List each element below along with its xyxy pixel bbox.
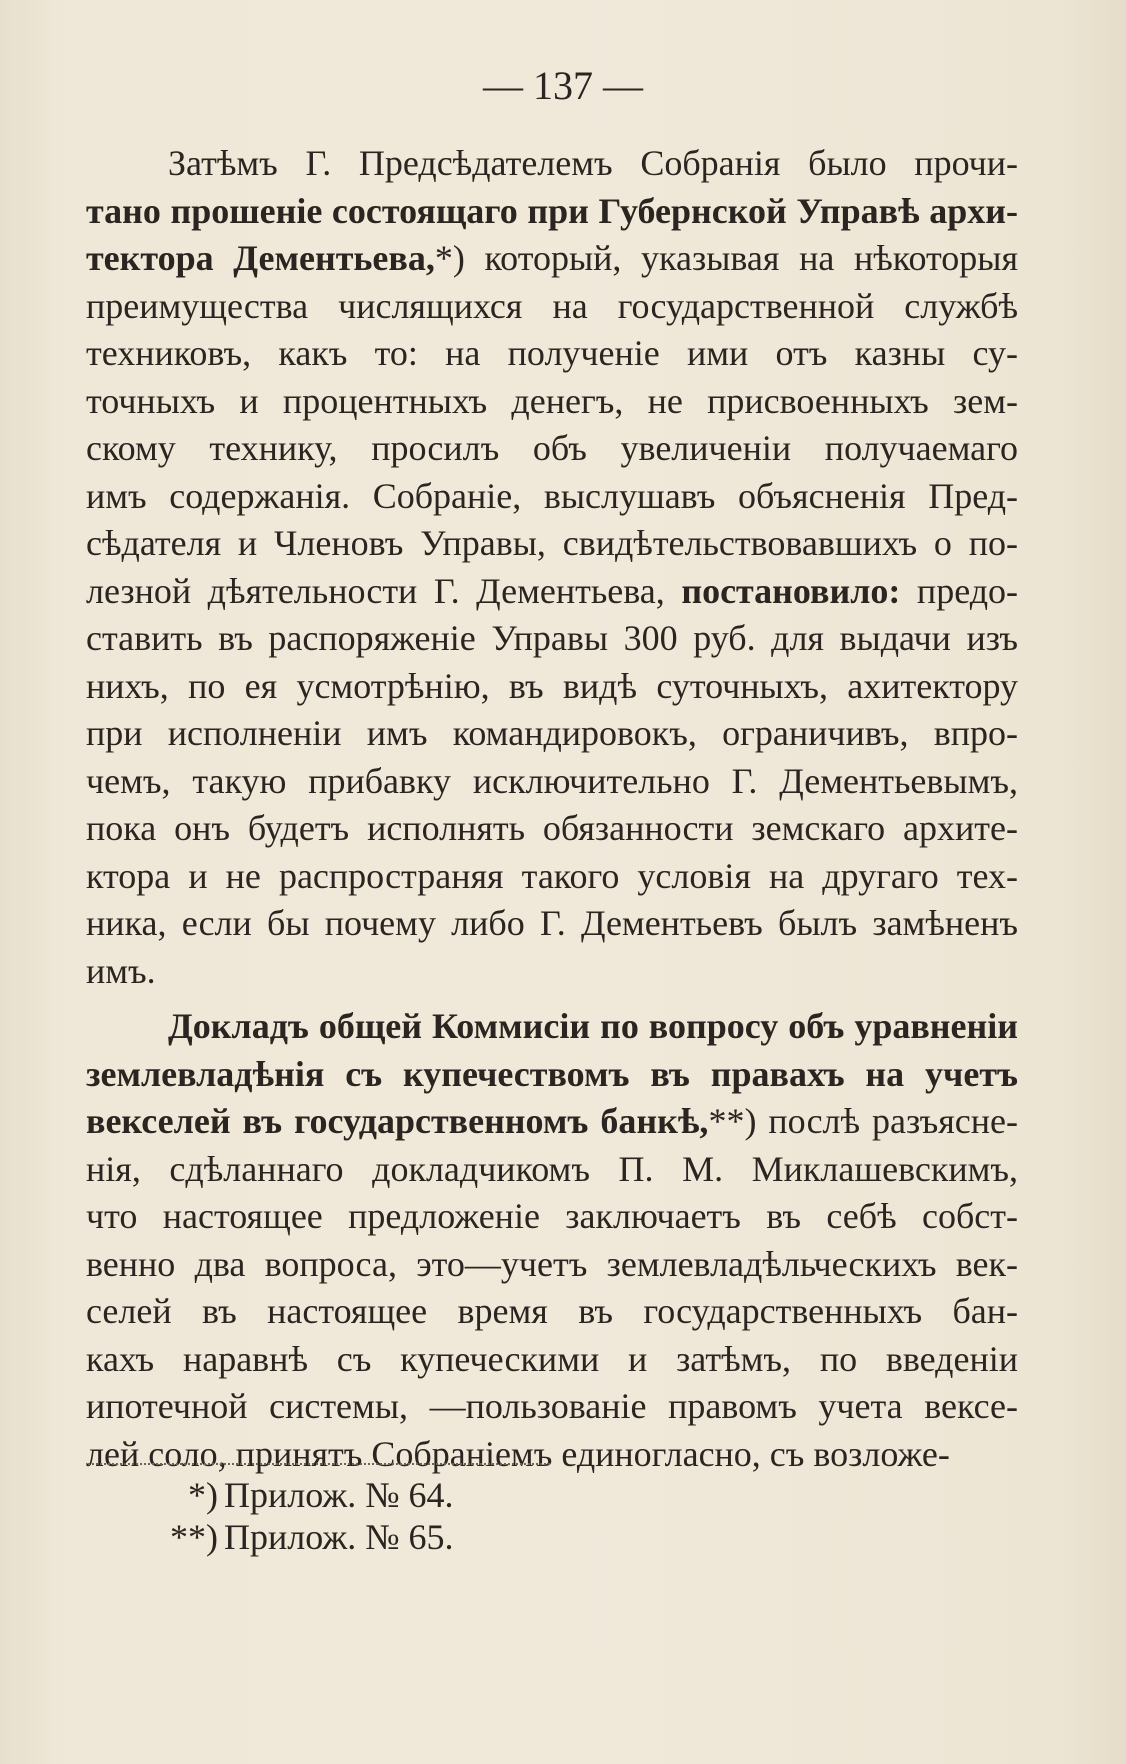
- text-segment: кахъ наравнѣ съ купеческими и затѣмъ, по введеніи: [86, 1338, 1018, 1379]
- text-segment: имъ.: [86, 950, 156, 991]
- text-line: [86, 140, 1018, 188]
- bold-text-segment: землевладѣнія съ купечествомъ въ правахъ на учетъ: [86, 1053, 1018, 1094]
- text-segment: пока онъ будетъ исполнять обязанности земскаго архите-: [86, 808, 1018, 848]
- text-segment: лей соло, принятъ Собраніемъ единогласно, съ возложе-: [86, 1433, 950, 1474]
- text-line: [86, 758, 1018, 806]
- bold-text-segment: тано прошеніе состоящаго при Губернской Управѣ архи-: [86, 190, 1018, 231]
- text-segment: селей въ настоящее время въ государственныхъ бан-: [86, 1291, 1018, 1331]
- text-line: [86, 900, 1018, 948]
- text-segment: предо-: [900, 570, 1018, 611]
- text-segment: техниковъ, какъ то: на полученіе ими отъ казны су-: [86, 333, 1018, 373]
- text-segment: имъ содержанія. Собраніе, выслушавъ объясненія Пред-: [86, 475, 1018, 516]
- text-line: [86, 853, 1018, 901]
- text-segment: нихъ, по ея усмотрѣнію, въ видѣ суточныхъ, ахитектору: [86, 665, 1018, 706]
- text-line: [86, 1051, 1018, 1099]
- text-line: [86, 1383, 1018, 1431]
- text-line: [86, 948, 1018, 996]
- text-line: [86, 805, 1018, 853]
- text-segment: ипотечной системы, —пользованіе правомъ учета вексе-: [86, 1386, 1018, 1426]
- text-segment: преимущества числящихся на государственной службѣ: [86, 285, 1018, 326]
- paragraph-assembly-architect-petition: [86, 140, 1018, 995]
- text-segment: сѣдателя и Членовъ Управы, свидѣтельствовавшихъ о по-: [86, 523, 1018, 563]
- footnote: [140, 1474, 454, 1516]
- bold-text-segment: векселей въ государственномъ банкѣ,: [86, 1101, 709, 1141]
- footnotes: [140, 1474, 454, 1558]
- text-line: [86, 235, 1018, 283]
- text-segment: точныхъ и процентныхъ денегъ, не присвоенныхъ зем-: [86, 380, 1018, 421]
- text-line: [86, 330, 1018, 378]
- body-text: [86, 140, 1018, 1478]
- text-segment: ника, если бы почему либо Г. Дементьевъ былъ замѣненъ: [86, 903, 1018, 943]
- text-segment: при исполненіи имъ командировокъ, ограничивъ, впро-: [86, 713, 1018, 753]
- paragraph-commission-report: [86, 1003, 1018, 1478]
- text-line: [86, 568, 1018, 616]
- text-segment: скому технику, просилъ объ увеличеніи получаемаго: [86, 428, 1018, 468]
- footnote-mark: *): [188, 1475, 218, 1515]
- bold-text-segment: постановило:: [681, 570, 901, 611]
- text-line: [86, 1098, 1018, 1146]
- text-line: [86, 473, 1018, 521]
- page-number: — 137 —: [483, 63, 643, 108]
- text-line: [86, 1241, 1018, 1289]
- text-line: [86, 1336, 1018, 1384]
- text-segment: *) который, указывая на нѣкоторыя: [434, 238, 1018, 278]
- text-segment: что настоящее предложеніе заключаетъ въ себѣ собст-: [86, 1196, 1018, 1236]
- text-line: [86, 1146, 1018, 1194]
- text-segment: лезной дѣятельности Г. Дементьева,: [86, 570, 682, 611]
- footnote-text: Прилож. № 64.: [224, 1475, 454, 1515]
- bold-text-segment: тектора Дементьева,: [86, 238, 435, 278]
- text-line: [86, 283, 1018, 331]
- footnote-text: Прилож. № 65.: [224, 1517, 454, 1557]
- footnote-divider: [88, 1463, 550, 1465]
- text-line: [86, 1193, 1018, 1241]
- text-segment: Затѣмъ Г. Предсѣдателемъ Собранія было прочи-: [168, 143, 1018, 183]
- text-line: [86, 1431, 1018, 1479]
- text-segment: чемъ, такую прибавку исключительно Г. Дементьевымъ,: [86, 760, 1018, 801]
- footnote: [140, 1516, 454, 1558]
- text-segment: ставить въ распоряженіе Управы 300 руб. для выдачи изъ: [86, 618, 1018, 658]
- text-segment: нія, сдѣланнаго докладчикомъ П. М. Миклашевскимъ,: [86, 1148, 1018, 1189]
- text-line: [86, 188, 1018, 236]
- bold-text-segment: Докладъ общей Коммисіи по вопросу объ уравненіи: [168, 1006, 1018, 1046]
- text-segment: **) послѣ разъясне-: [708, 1101, 1018, 1141]
- text-segment: ктора и не распространяя такого условія на другаго тех-: [86, 855, 1018, 896]
- text-line: [86, 710, 1018, 758]
- text-segment: венно два вопроса, это—учетъ землевладѣльческихъ век-: [86, 1243, 1018, 1284]
- text-line: [86, 615, 1018, 663]
- text-line: [86, 378, 1018, 426]
- text-line: [86, 663, 1018, 711]
- text-line: [86, 1288, 1018, 1336]
- footnote-mark: **): [170, 1517, 218, 1557]
- text-line: [86, 520, 1018, 568]
- text-line: [86, 425, 1018, 473]
- text-line: [86, 1003, 1018, 1051]
